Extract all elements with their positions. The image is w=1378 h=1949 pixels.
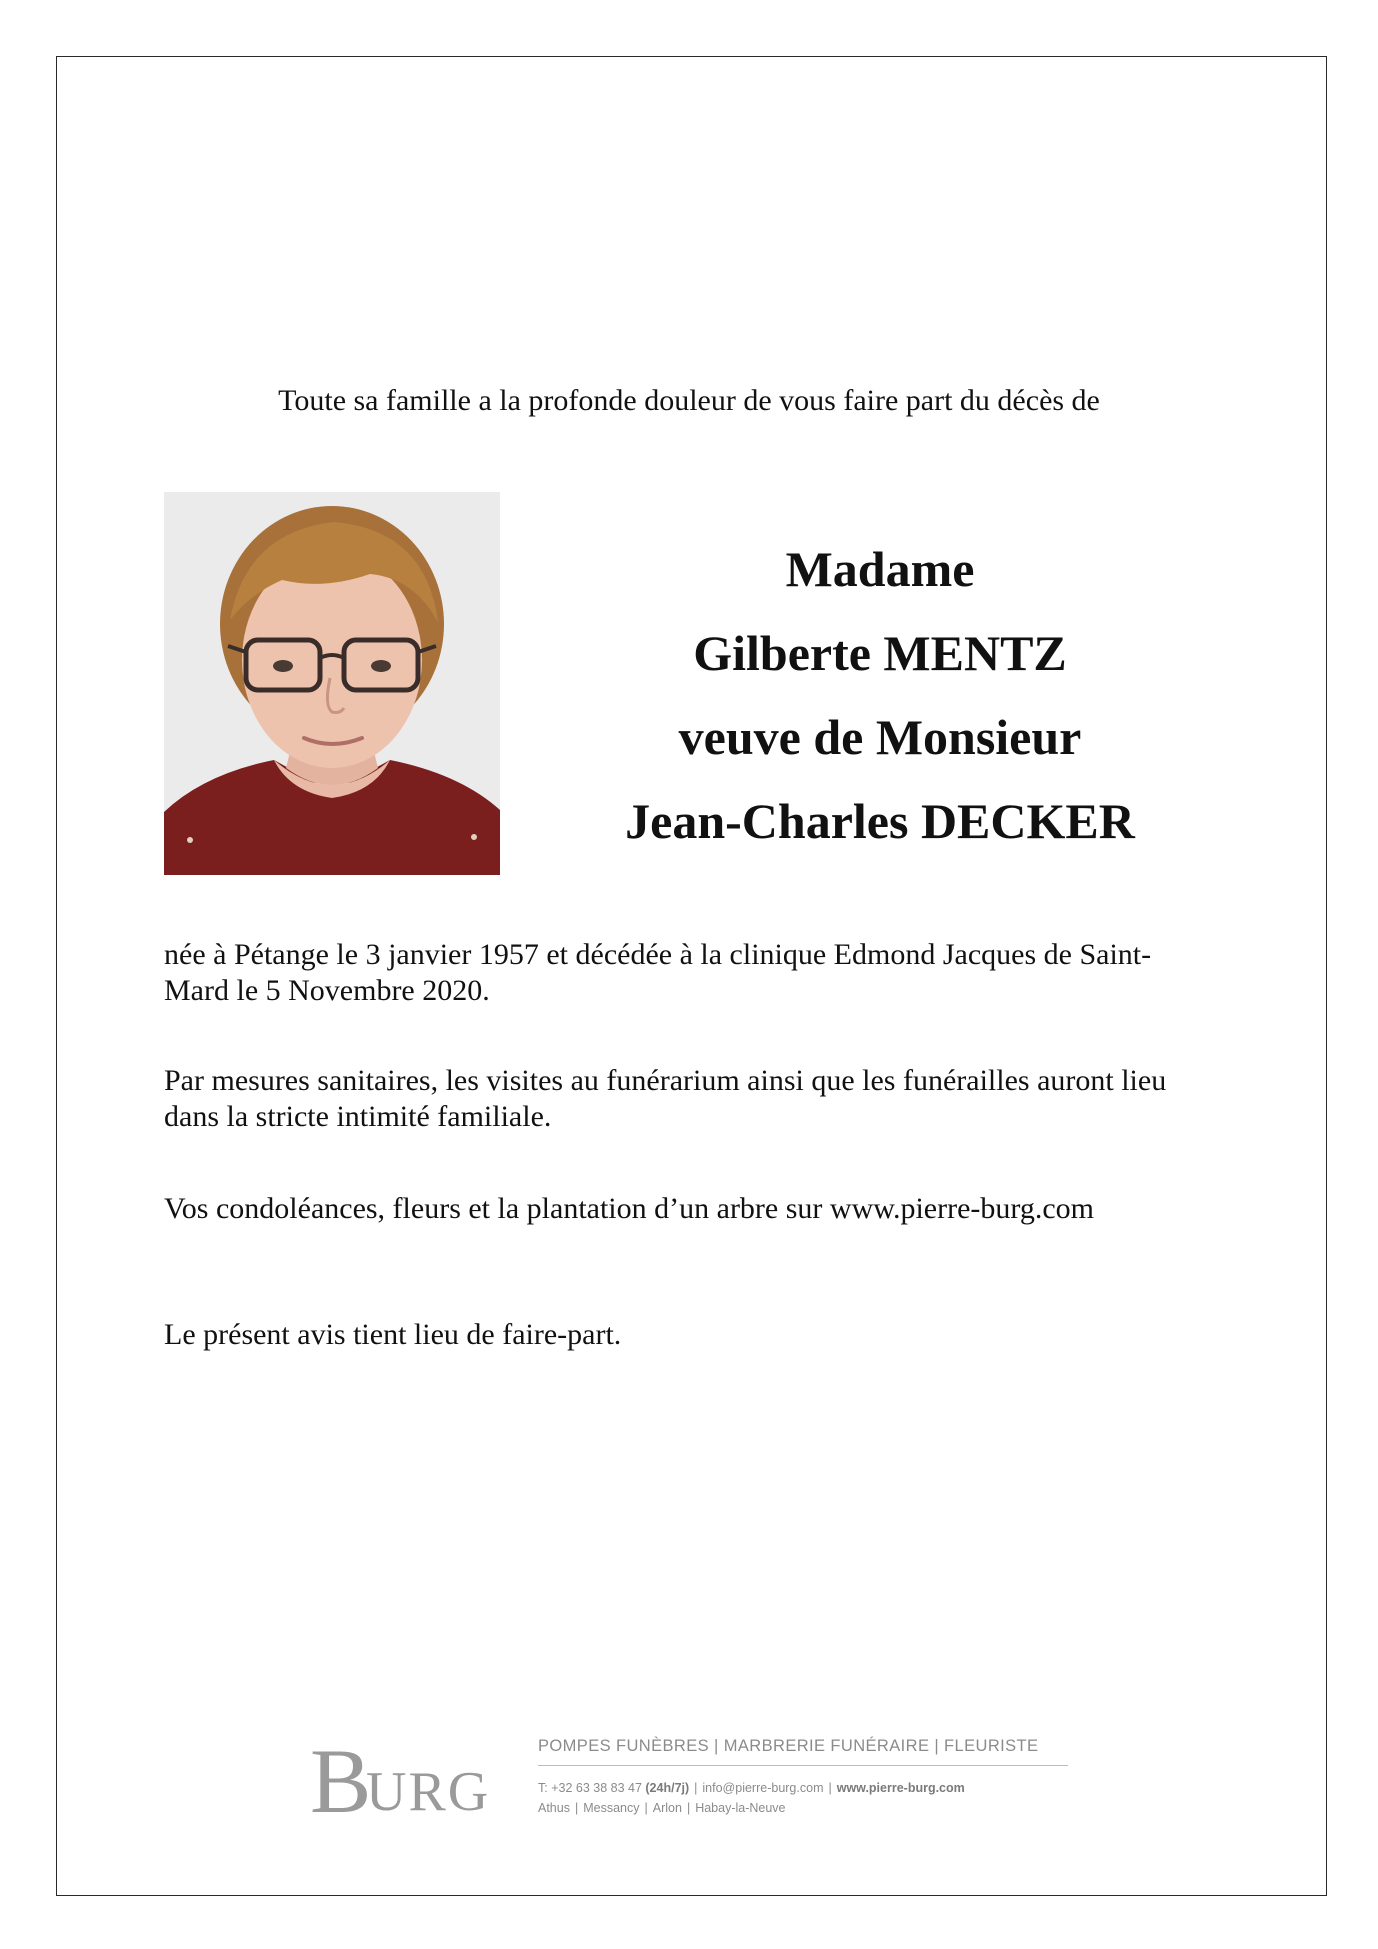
deceased-name: Gilberte MENTZ xyxy=(693,625,1067,681)
sanitary-measures-paragraph: Par mesures sanitaires, les visites au funérarium ainsi que les funérailles auront lieu dans la stricte intimité familiale. xyxy=(164,1064,1167,1133)
footer-towns xyxy=(538,1801,1068,1815)
separator: | xyxy=(686,1801,691,1815)
footer-email[interactable]: info@pierre-burg.com xyxy=(702,1781,824,1795)
town-arlon: Arlon xyxy=(652,1801,682,1815)
intro-text: Toute sa famille a la profonde douleur de vous faire part du décès de xyxy=(278,384,1100,417)
service-marble: MARBRERIE FUNÉRAIRE xyxy=(723,1737,930,1755)
separator: | xyxy=(828,1781,832,1795)
burg-logo xyxy=(310,1720,490,1830)
deceased-name-block xyxy=(540,527,1220,863)
svg-text:B: B xyxy=(310,1730,372,1830)
footer-contact xyxy=(538,1781,1068,1795)
town-messancy: Messancy xyxy=(583,1801,640,1815)
portrait-photo xyxy=(164,492,500,875)
footer-phone: T: +32 63 38 83 47 xyxy=(538,1781,642,1795)
service-funeral: POMPES FUNÈBRES xyxy=(538,1737,710,1755)
separator: | xyxy=(644,1801,648,1815)
town-habay: Habay-la-Neuve xyxy=(695,1801,786,1815)
separator: | xyxy=(714,1737,719,1755)
deceased-title: Madame xyxy=(785,541,975,597)
footer-info xyxy=(538,1737,1068,1815)
town-athus: Athus xyxy=(538,1801,570,1815)
birth-death-paragraph: née à Pétange le 3 janvier 1957 et décédée à la clinique Edmond Jacques de Saint-Mard le 5 Novembre 2020. xyxy=(164,938,1152,1007)
svg-text:URG: URG xyxy=(366,1761,490,1823)
separator: | xyxy=(574,1801,579,1815)
separator: | xyxy=(934,1737,940,1755)
service-florist: FLEURISTE xyxy=(944,1737,1039,1755)
notice-paragraph: Le présent avis tient lieu de faire-part. xyxy=(164,1318,622,1351)
footer-hours: (24h/7j) xyxy=(645,1781,690,1795)
separator: | xyxy=(694,1781,698,1795)
footer-website[interactable]: www.pierre-burg.com xyxy=(836,1781,965,1795)
spouse-name: Jean-Charles DECKER xyxy=(625,793,1135,849)
widow-relation: veuve de Monsieur xyxy=(678,709,1082,765)
condolences-paragraph: Vos condoléances, fleurs et la plantation d’un arbre sur www.pierre-burg.com xyxy=(164,1192,1094,1225)
footer-services xyxy=(538,1737,1068,1766)
